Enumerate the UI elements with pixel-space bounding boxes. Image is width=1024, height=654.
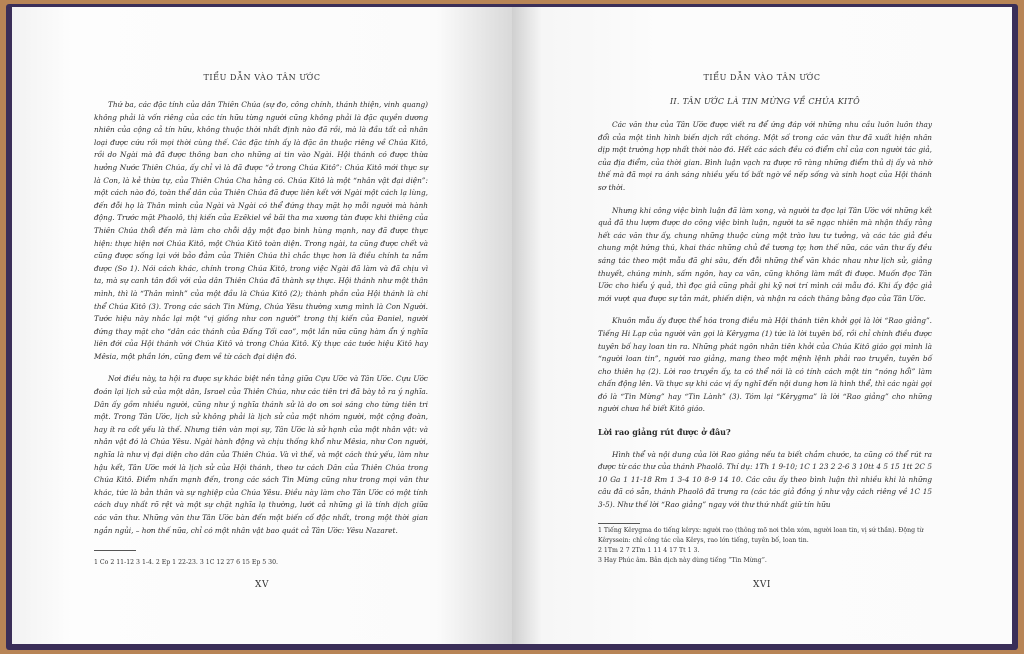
footnote: 1 Co 2 11-12 3 1-4. 2 Ep 1 22-23. 3 1C 12 27 6 15 Ep 5 30. <box>94 559 279 566</box>
section-title: II. TÂN ƯỚC LÀ TIN MỪNG VỀ CHÚA KITÔ <box>669 97 861 106</box>
footnotes <box>598 526 932 566</box>
paragraph: Thứ ba, các đặc tính của dân Thiên Chúa (sự đo, công chính, thánh thiện, vinh quang) không phải là vốn riêng của các tín hữu từng người cũng không phải là đặc quyền dương nhiên của cộng cả tín hữu, không thuộc thời nhất định nào đã rồi, mà là đầu tất cả nhân loại được cứu rồi mọi thời cùng thế. Các đặc tính ấy là đặc ân thuộc riêng về Chúa Kitô, rồi do Ngài mà đã được thông ban cho những ai tin vào Ngài. Hội thánh có được thừa hưởng Nước Thiên Chúa, ấy chỉ vì là đã được “ở trong Chúa Kitô”: Chúa Kitô mới thực sự là Con, là kẻ thừa tự, của Thiên Chúa Cha hằng có. Chúa Kitô là một “nhân vật đại diện”: một cách nào đó, toàn thể dân của Thiên Chúa đã được liên kết với Ngài một cách lạ lùng, đến đỗi họ là Thân mình của Ngài và Ngài có thể đứng thay mặt họ mỗi người mà hành động. Trước mặt Phaolô, thị kiến của Ezêkiel về bãi tha ma xương tàn được khi thiêng của Thiên Chúa thổi đến mà làm cho chỗi dậy một đạo binh hùng mạnh, nay đã được thực hiện: thực hiện nơi Chúa Kitô, một Chúa Kitô toàn diện. Trong ngài, ta cũng được chết và cũng được sống lại với bảo đảm của Thiên Chúa thì chắc thực hơn là điều chính ta nắm được (So 1). Nói cách khác, chính trong Chúa Kitô, trong việc Ngài đã làm và đã chịu vì ta, mà sự canh tân đối với của dân Thiên Chúa đã thành sự thực. Hội thánh như một thân mình, thì là “Thân mình” của một đầu là Chúa Kitô (2); thành phần của Hội thánh là chi thể Chúa Kitô (3). Trong các sách Tin Mừng, Chúa Yêsu thường xưng mình là Con Người. Tước hiệu này nhắc lại một “vị giống như con người” trong thị kiến của Đaniel, người đứng thay mặt cho “dân các thánh của Đấng Tối cao”, một lần nữa cũng hàm ẩn ý nghĩa liên đới của Hội thánh với Chúa Kitô và trong Chúa Kitô. Kỳ thực các tước hiệu Kitô hay Mêsia, một phần lớn, cũng đem về từ cách đại diện đó. <box>94 100 428 361</box>
paragraph: Nơi điều này, ta hội ra được sự khác biệt nền tảng giữa Cựu Ước và Tân Ước. Cựu Ước đoán lại lịch sử của một dân, Israel của Thiên Chúa, như các tiên tri đã bày tỏ ra ý nghĩa. Dân ấy gồm nhiều người, cũng như ý nghĩa thánh sử là do ơn soi sáng cho từng tiên tri một. Trong Tân Ước, lịch sử không phải là lịch sử của một nhóm người, một cộng đoàn, hay ít ra cốt yếu là thế. Nhưng tiên vàn mọi sự, Tân Ước là sử hạnh của một nhân vật: và nhân vật đó là Chúa Yêsu. Ngài hành động và chịu thống khổ như Mêsia, như Con người, nghĩa là như vị đại diện cho dân của Thiên Chúa. Và vì thế, và một cách thứ yếu, làm như hậu kết, Tân Ước mới là lịch sử của Hội thánh, theo tư cách Dân của Thiên Chúa trong Chúa Kitô. Điểm nhấn mạnh đến, trong các sách Tin Mừng cũng như trong mọi văn thư khác, tức là bản thân và sự nghiệp của Chúa Yêsu. Điều này làm cho Tân Ước có một tính cách duy nhất rõ rệt và một sự chặt nghĩa lạ thường, lướt cả những gì là tính dịch giữa các văn thư. Những văn thư Tân Ước bàn đến một biến cố độc nhất, trong một thời gian ngắn ngủi, – hơn thế nữa, chỉ có một nhân vật bao quát cả Tân Ước: Yêsu Nazaret. <box>94 374 428 535</box>
book-spread <box>6 4 1018 650</box>
page-number: XVI <box>753 580 771 590</box>
page-body <box>598 119 932 522</box>
footnote: 1 Tiếng Kêrygma do tiếng kêryx: người rao (thông mõ nơi thôn xóm, người loan tin, vị sứ thần). Động từ Kêryssein: chỉ công tác của Kêrys, rao lớn tiếng, tuyên bố, loan tin. <box>598 527 924 544</box>
footnote-rule <box>94 550 136 551</box>
right-page <box>512 7 1012 644</box>
page-body <box>94 99 428 547</box>
running-head: TIỂU DẪN VÀO TÂN ƯỚC <box>203 73 321 82</box>
left-page <box>12 7 512 644</box>
footnote: 3 Hay Phúc âm. Bản dịch này dùng tiếng “Tin Mừng”. <box>598 557 767 564</box>
paragraph: Các văn thư của Tân Ước được viết ra để ứng đáp với những nhu cầu luôn luôn thay đổi của một tình hình biến dịch rất chóng. Một số trong các văn thư đã xuất hiện nhân dịp một trường hợp nhất thời nào đó. Hết các sách đều có điểm chỉ của con người tác giả, của địa điểm, của thời gian. Bình luận vạch ra được rõ ràng những điểm thủ dị ấy và nhờ thế mà đã mọi ra ánh sáng nhiều yếu tố bất ngờ về nếp sống và sinh hoạt của Hội thánh sơ thời. <box>598 120 932 192</box>
paragraph: Khuôn mẫu ấy được thể hóa trong điều mà Hội thánh tiên khởi gọi là lời “Rao giảng”. Tiếng Hi Lạp của người văn gọi là Kêrygma (1) tức là lời tuyên bố, rồi chỉ chính điều được tuyên bố hay loan tin ra. Những phát ngôn nhân tiên khởi của Chúa Kitô giáo gọi mình là “người loan tin”, người rao giảng, mang theo một mệnh lệnh phải rao truyền, tuyên bố cho thiên hạ (2). Lời rao truyền ấy, ta có thể nói là có tính cách một tin “nóng hổi” làm chấn động lên. Và thực sự khi các vị ấy nghĩ đến nội dung hơn là hình thể, thì các ngài gọi đó là “Tin Mừng” hay “Tin Lành” (3). Tóm lại “Kêrygma” là lời “Rao giảng” cho những người chưa hề biết Kitô giáo. <box>598 316 932 414</box>
footnote-rule <box>598 523 640 524</box>
page-number: XV <box>255 580 269 590</box>
subheading: Lời rao giảng rút được ở đâu? <box>598 427 731 438</box>
footnote: 2 1Tm 2 7 2Tm 1 11 4 17 Tt 1 3. <box>598 547 700 554</box>
running-head: TIỂU DẪN VÀO TÂN ƯỚC <box>703 73 821 82</box>
paragraph: Hình thể và nội dung của lời Rao giảng nếu ta biết chắm chước, ta cũng có thể rút ra được từ các thư của thánh Phaolô. Thí dụ: 1Th 1 9-10; 1C 1 23 2 2-6 3 10tt 4 5 15 1tt 2C 5 10 Ga 1 11-18 Rm 1 3-4 10 8-9 14 10. Các câu ấy theo bình luận thì nhiều khi là những câu đã có sẵn, thánh Phaolô đã trưng ra (các tác giả đồng ý như vậy cách riêng về 1C 15 3-5). Như thế lời “Rao giảng” ngay với thư thứ nhất giữ tín hữu <box>598 449 932 510</box>
paragraph: Nhưng khi công việc bình luận đã làm xong, và người ta đọc lại Tân Ước với những kết quả đã thu lượm được do công việc bình luận, người ta sẽ ngạc nhiên mà nhận thấy rằng hết các văn thư ấy, chung những thuộc cùng một trào lưu tư tưởng, và các tác giả đều chung một hứng thú, khai thác những chủ đề tương tợ; hơn thế nữa, các văn thư ấy đều sáng tác theo một mẫu đã ghi sâu, đến đỗi những thể văn khác nhau như lịch sử, giảng thuyết, chúng minh, sấm ngôn, hay ca vãn, cũng không làm mất đi được. Muốn đọc Tân Ước cho hiểu ý quả, thì đọc giả cũng phải ghi kỹ nơi trí mình cái mẫu đó. Khi ấy độc giả mới vượt qua được sự tản mát, phiến diện, và nhận ra cách thăng bằng đạo của Tân Ước. <box>598 205 932 303</box>
